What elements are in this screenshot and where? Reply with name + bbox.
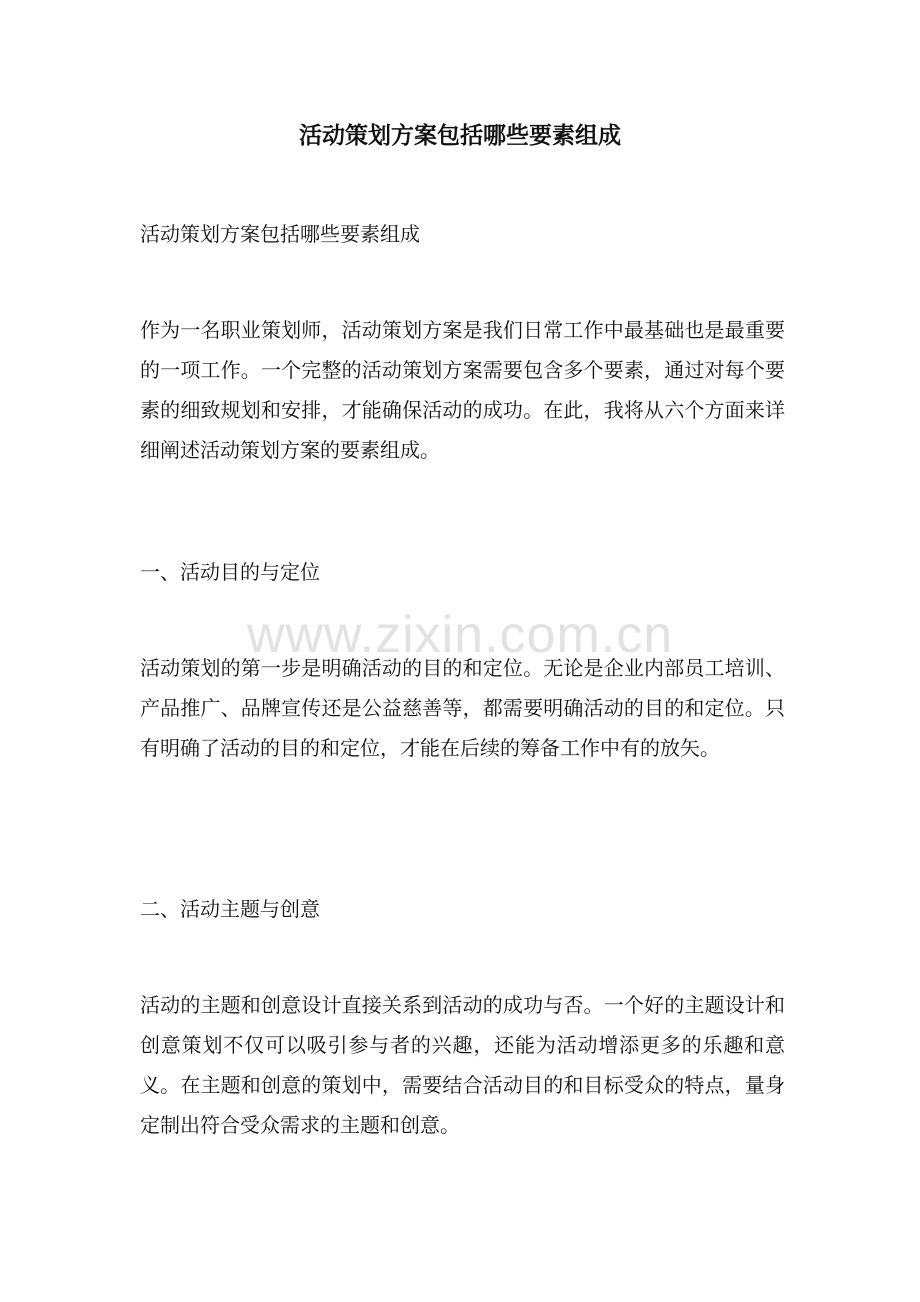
section-heading-2: 二、活动主题与创意 bbox=[140, 897, 320, 921]
intro-paragraph: 作为一名职业策划师，活动策划方案是我们日常工作中最基础也是最重要的一项工作。一个完整的活动策划方案需要包含多个要素，通过对每个要素的细致规划和安排，才能确保活动的成功。在此，我将从六个方面来详细阐述活动策划方案的要素组成。 bbox=[140, 318, 785, 462]
section-heading-1: 一、活动目的与定位 bbox=[140, 560, 320, 584]
document-subtitle: 活动策划方案包括哪些要素组成 bbox=[140, 222, 420, 246]
section-body-1: 活动策划的第一步是明确活动的目的和定位。无论是企业内部员工培训、产品推广、品牌宣传还是公益慈善等，都需要明确活动的目的和定位。只有明确了活动的目的和定位，才能在后续的筹备工作中有的放矢。 bbox=[140, 656, 785, 760]
document-title: 活动策划方案包括哪些要素组成 bbox=[299, 122, 621, 149]
section-body-2: 活动的主题和创意设计直接关系到活动的成功与否。一个好的主题设计和创意策划不仅可以吸引参与者的兴趣，还能为活动增添更多的乐趣和意义。在主题和创意的策划中，需要结合活动目的和目标受众的特点，量身定制出符合受众需求的主题和创意。 bbox=[140, 993, 785, 1137]
watermark: www.zixin.com.cn bbox=[246, 606, 674, 664]
